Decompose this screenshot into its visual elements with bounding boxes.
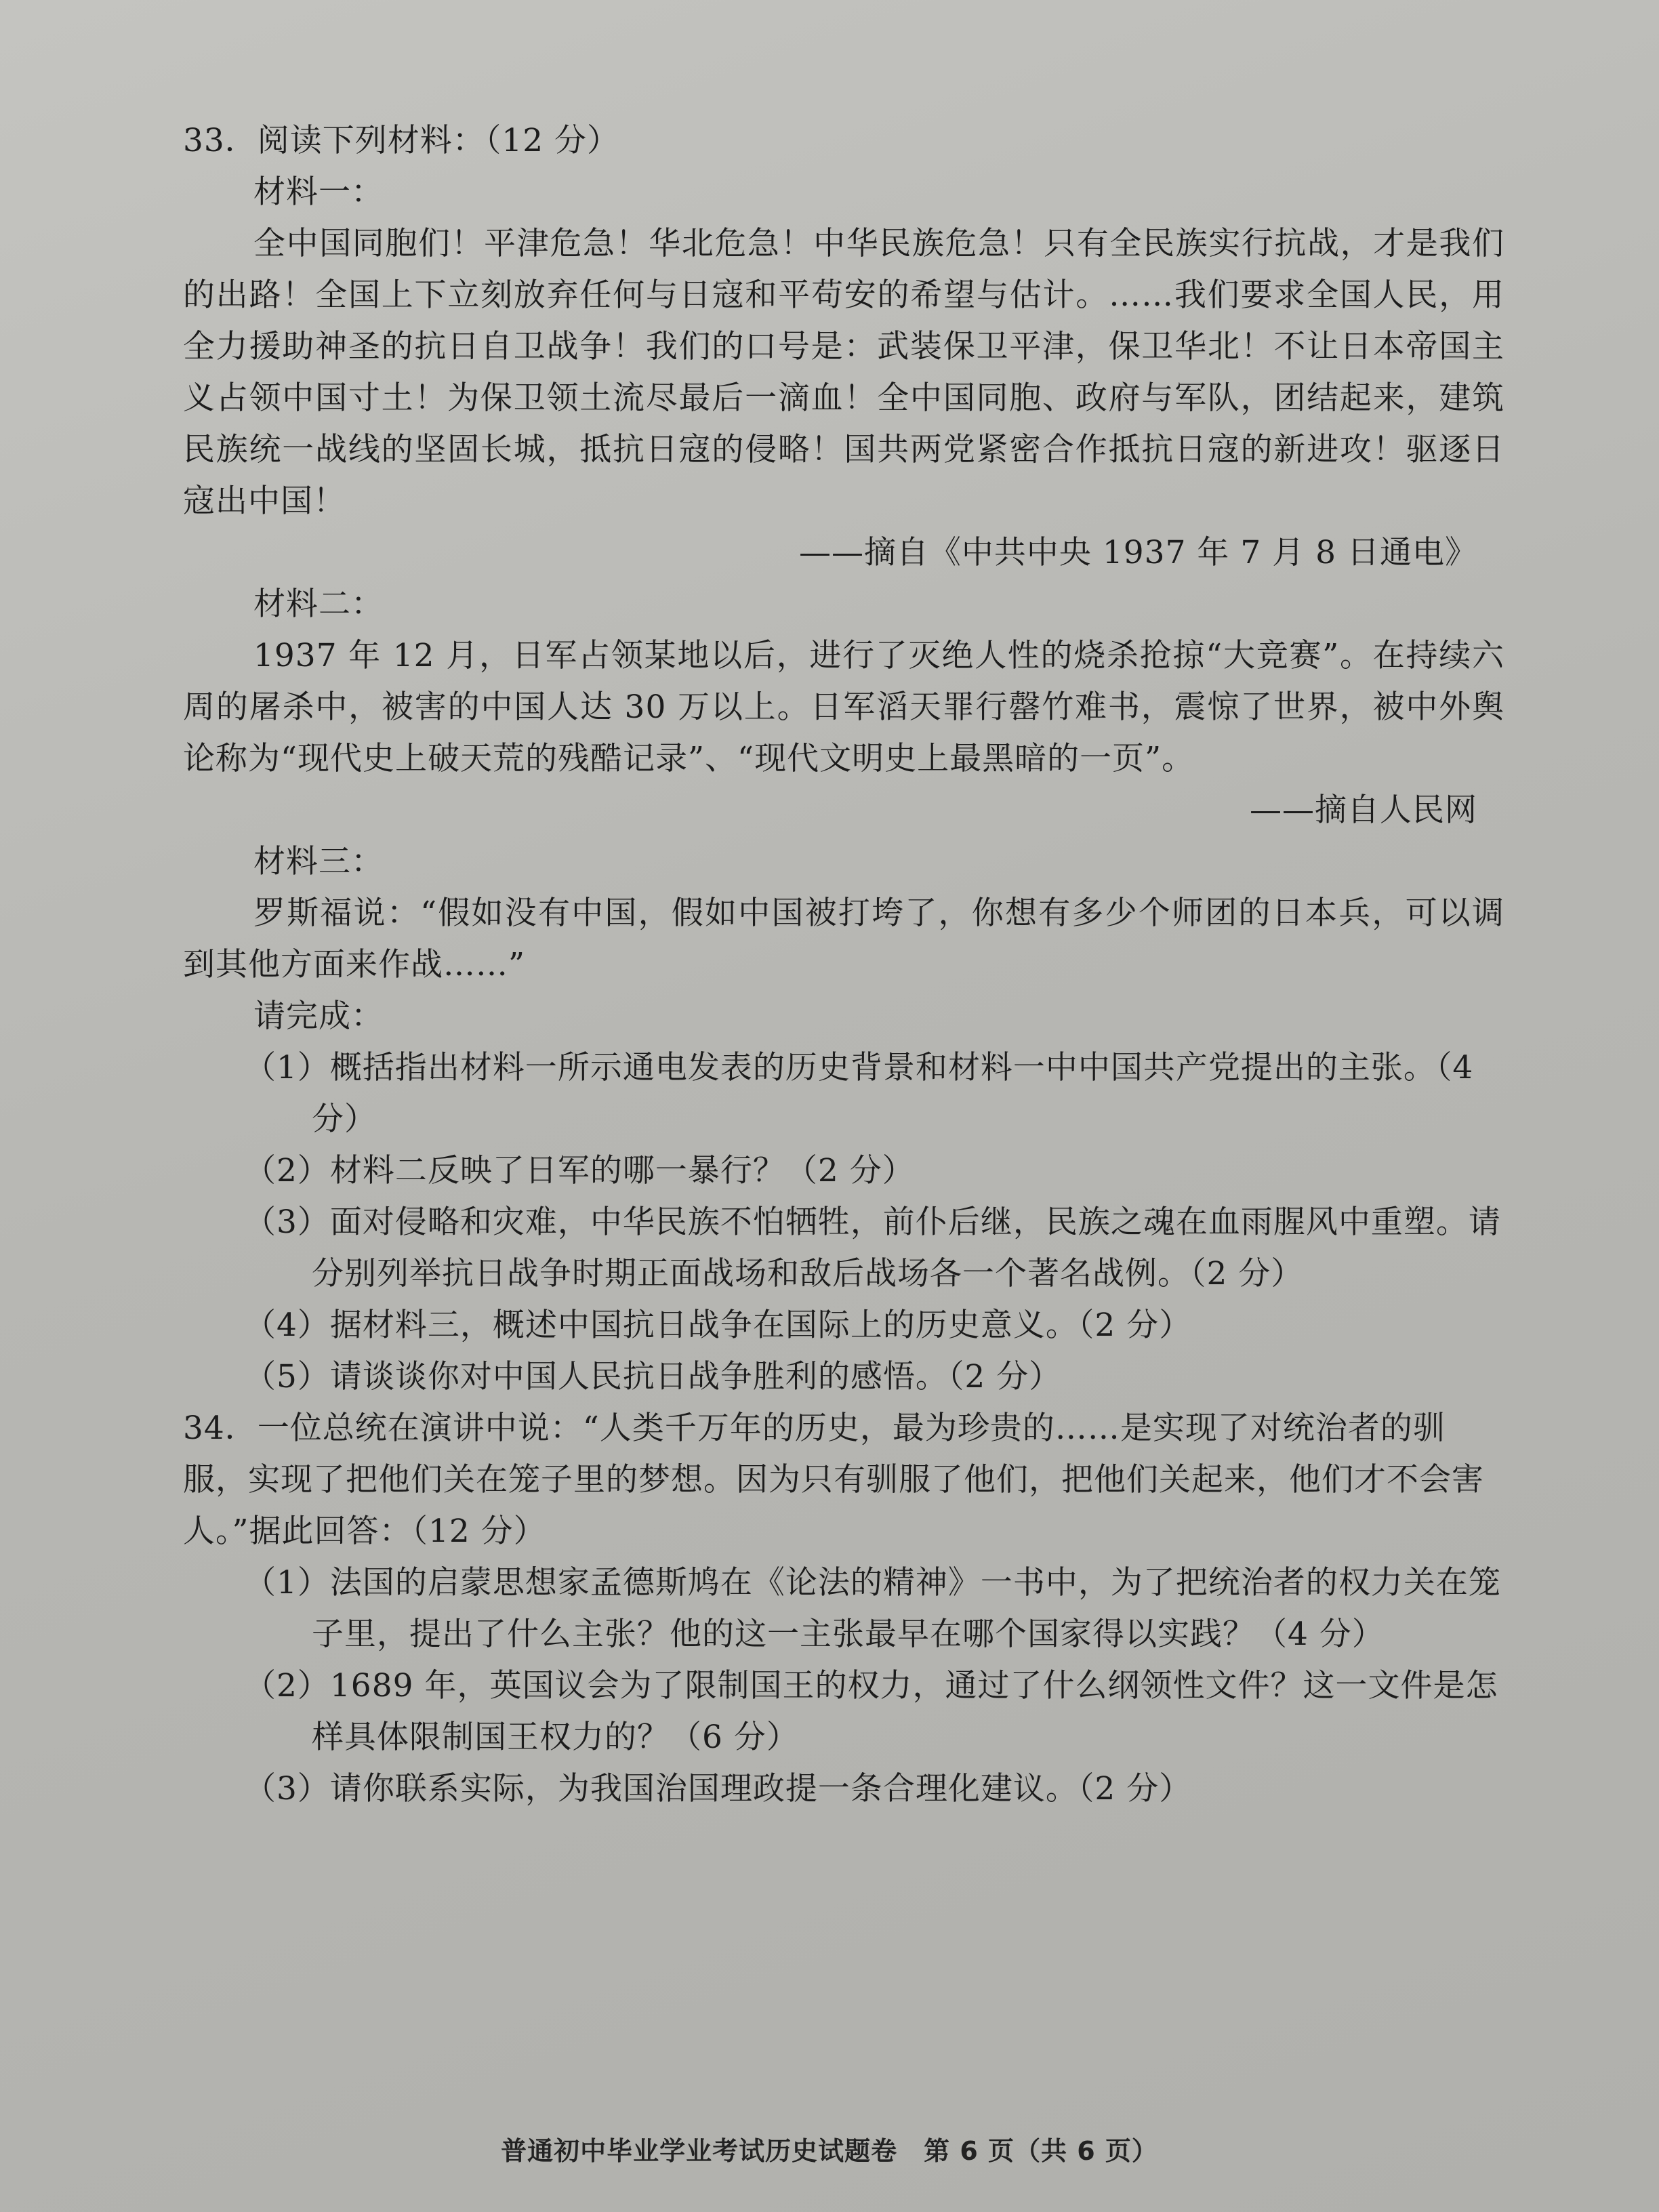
question-34-heading: 34．一位总统在演讲中说：“人类千万年的历史，最为珍贵的……是实现了对统治者的驯服，实现了把他们关在笼子里的梦想。因为只有驯服了他们，把他们关起来，他们才不会害人。”据此回答：（12 分）: [183, 1410, 1484, 1550]
material-1-title: 材料一：: [253, 173, 384, 211]
question-33-prompt: 请完成：: [253, 998, 384, 1035]
question-33-sub-5: （5）请谈谈你对中国人民抗日战争胜利的感悟。（2 分）: [244, 1358, 1062, 1395]
question-33-sub-2: （2）材料二反映了日军的哪一暴行？（2 分）: [244, 1152, 915, 1189]
material-3-text: 罗斯福说：“假如没有中国，假如中国被打垮了，你想有多少个师团的日本兵，可以调到其他方面来作战……”: [183, 895, 1504, 983]
material-1-text: 全中国同胞们！平津危急！华北危急！中华民族危急！只有全民族实行抗战，才是我们的出路！全国上下立刻放弃任何与日寇和平苟安的希望与估计。……我们要求全国人民，用全力援助神圣的抗日自卫战争！我们的口号是：武装保卫平津，保卫华北！不让日本帝国主义占领中国寸土！为保卫领土流尽最后一滴血！全中国同胞、政府与军队，团结起来，建筑民族统一战线的坚固长城，抵抗日寇的侵略！国共两党紧密合作抵抗日寇的新进攻！驱逐日寇出中国！: [183, 225, 1504, 520]
question-34-sub-3: （3）请你联系实际，为我国治国理政提一条合理化建议。（2 分）: [244, 1770, 1192, 1807]
page-footer: 普通初中毕业学业考试历史试题卷 第 6 页（共 6 页）: [501, 2136, 1158, 2166]
material-1-source: ——摘自《中共中央 1937 年 7 月 8 日通电》: [798, 534, 1477, 571]
question-33-sub-3: （3）面对侵略和灾难，中华民族不怕牺牲，前仆后继，民族之魂在血雨腥风中重塑。请分别列举抗日战争时期正面战场和敌后战场各一个著名战例。（2 分）: [244, 1204, 1501, 1292]
question-34-sub-2: （2）1689 年，英国议会为了限制国王的权力，通过了什么纲领性文件？这一文件是怎样具体限制国王权力的？（6 分）: [244, 1667, 1498, 1756]
material-2-text: 1937 年 12 月，日军占领某地以后，进行了灭绝人性的烧杀抢掠“大竞赛”。在持续六周的屠杀中，被害的中国人达 30 万以上。日军滔天罪行罄竹难书，震惊了世界，被中外舆论称为“现代史上破天荒的残酷记录”、“现代文明史上最黑暗的一页”。: [183, 637, 1504, 777]
material-2-title: 材料二：: [253, 586, 384, 623]
material-3-title: 材料三：: [253, 843, 384, 880]
question-34-sub-1: （1）法国的启蒙思想家孟德斯鸠在《论法的精神》一书中，为了把统治者的权力关在笼子里，提出了什么主张？他的这一主张最早在哪个国家得以实践？（4 分）: [244, 1564, 1501, 1653]
question-33-sub-4: （4）据材料三，概述中国抗日战争在国际上的历史意义。（2 分）: [244, 1307, 1192, 1344]
exam-content: [183, 115, 1504, 1815]
question-33-sub-1: （1）概括指出材料一所示通电发表的历史背景和材料一中中国共产党提出的主张。（4 分）: [244, 1049, 1474, 1138]
question-33-heading: 33．阅读下列材料：（12 分）: [183, 122, 620, 159]
material-2-source: ——摘自人民网: [1250, 792, 1477, 829]
